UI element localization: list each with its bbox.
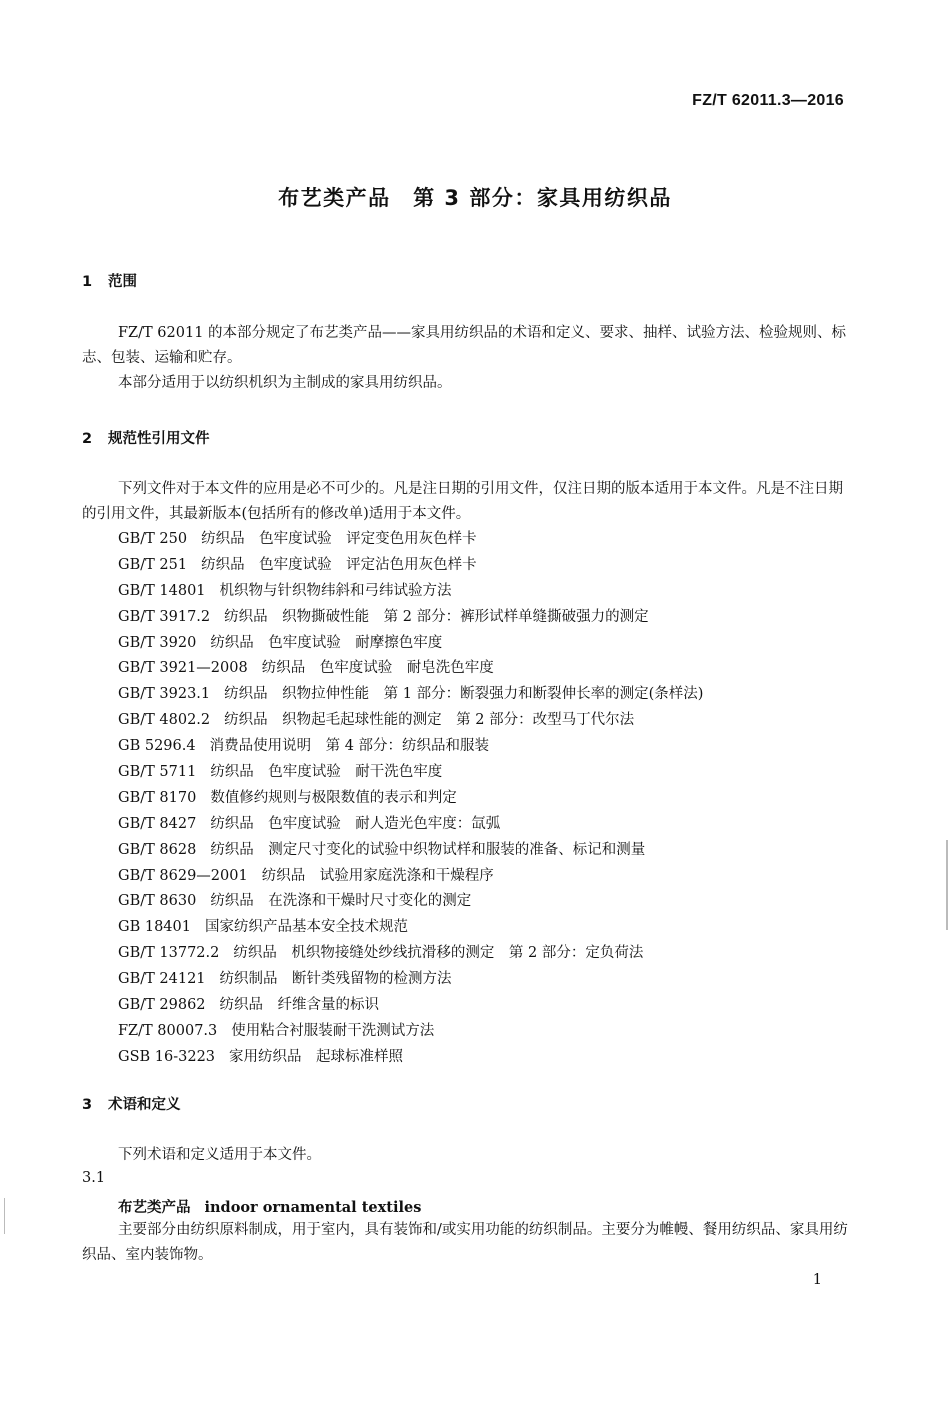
- reference-title: 纺织品 色牢度试验 耐人造光色牢度：氙弧: [210, 815, 501, 832]
- reference-code: GB/T 14801: [118, 582, 206, 599]
- reference-title: 数值修约规则与极限数值的表示和判定: [210, 789, 457, 806]
- reference-item: [118, 579, 703, 605]
- scan-edge-mark: [946, 840, 948, 930]
- reference-item: [118, 682, 703, 708]
- reference-item: [118, 864, 703, 890]
- reference-title: 国家纺织产品基本安全技术规范: [204, 919, 408, 936]
- reference-list: [118, 527, 703, 1071]
- reference-item: [118, 941, 703, 967]
- reference-code: GB/T 250: [118, 531, 188, 547]
- term-entry: [118, 1196, 421, 1217]
- reference-item: [118, 553, 703, 579]
- section-number: 3: [82, 1097, 93, 1113]
- section-title: 规范性引用文件: [108, 431, 210, 447]
- reference-code: GB/T 3921—2008: [118, 660, 248, 677]
- reference-item: [118, 605, 703, 631]
- reference-code: GB 5296.4: [118, 738, 196, 755]
- reference-code: FZ/T 80007.3: [118, 1022, 218, 1039]
- reference-item: [118, 786, 703, 812]
- section-heading-terms: [82, 1093, 181, 1114]
- reference-code: GB/T 13772.2: [118, 945, 220, 962]
- section-heading-normative-references: [82, 427, 210, 448]
- reference-item: [118, 656, 703, 682]
- reference-code: GB/T 3917.2: [118, 608, 211, 625]
- reference-title: 使用粘合衬服装耐干洗测试方法: [231, 1022, 435, 1039]
- terms-intro: 下列术语和定义适用于本文件。: [118, 1147, 321, 1163]
- reference-title: 消费品使用说明 第 4 部分：纺织品和服装: [209, 738, 490, 755]
- section-title: 术语和定义: [108, 1097, 181, 1113]
- reference-item: [118, 889, 703, 915]
- reference-item: [118, 1045, 703, 1071]
- reference-title: 纺织品 色牢度试验 耐皂洗色牢度: [261, 660, 494, 677]
- reference-title: 纺织制品 断针类残留物的检测方法: [219, 971, 452, 988]
- reference-item: [118, 967, 703, 993]
- reference-item: [118, 838, 703, 864]
- reference-title: 纺织品 色牢度试验 耐干洗色牢度: [210, 764, 443, 781]
- clause-number: 3.1: [82, 1170, 106, 1186]
- reference-title: 纺织品 色牢度试验 评定沾色用灰色样卡: [201, 556, 477, 573]
- reference-item: [118, 527, 703, 553]
- reference-title: 纺织品 色牢度试验 评定变色用灰色样卡: [201, 531, 477, 547]
- section-title: 范围: [108, 274, 137, 290]
- standard-code: FZ/T 62011.3—2016: [692, 92, 844, 109]
- page-number: 1: [812, 1272, 822, 1288]
- document-title: 布艺类产品 第 3 部分：家具用纺织品: [278, 186, 672, 210]
- reference-item: [118, 993, 703, 1019]
- scope-applicability: 本部分适用于以纺织机织为主制成的家具用纺织品。: [118, 375, 452, 391]
- reference-item: [118, 760, 703, 786]
- reference-item: [118, 631, 703, 657]
- reference-item: [118, 734, 703, 760]
- reference-code: GB/T 29862: [118, 997, 206, 1014]
- reference-title: 纺织品 纤维含量的标识: [219, 997, 380, 1014]
- reference-code: GB/T 4802.2: [118, 712, 211, 729]
- reference-code: GB/T 5711: [118, 764, 197, 781]
- reference-code: GB/T 8630: [118, 893, 197, 910]
- reference-code: GB/T 3920: [118, 634, 197, 651]
- reference-code: GB 18401: [118, 919, 191, 936]
- scan-edge-mark-left: [4, 1198, 5, 1234]
- reference-title: 纺织品 试验用家庭洗涤和干燥程序: [261, 867, 494, 884]
- section-number: 1: [82, 274, 93, 290]
- reference-title: 纺织品 织物起毛起球性能的测定 第 2 部分：改型马丁代尔法: [224, 712, 635, 729]
- term-chinese: 布艺类产品: [118, 1200, 191, 1216]
- reference-title: 纺织品 织物撕破性能 第 2 部分：裤形试样单缝撕破强力的测定: [224, 608, 649, 625]
- reference-code: GB/T 8629—2001: [118, 867, 248, 884]
- reference-code: GB/T 251: [118, 556, 188, 573]
- reference-title: 家用纺织品 起球标准样照: [229, 1048, 404, 1065]
- reference-title: 纺织品 在洗涤和干燥时尺寸变化的测定: [210, 893, 472, 910]
- reference-code: GB/T 8427: [118, 815, 197, 832]
- reference-code: GB/T 8628: [118, 841, 197, 858]
- references-intro: 下列文件对于本文件的应用是必不可少的。凡是注日期的引用文件，仅注日期的版本适用于本文件。凡是不注日期的引用文件，其最新版本(包括所有的修改单)适用于本文件。: [82, 481, 843, 522]
- reference-title: 纺织品 织物拉伸性能 第 1 部分：断裂强力和断裂伸长率的测定(条样法): [224, 686, 704, 703]
- term-english: indoor ornamental textiles: [204, 1199, 422, 1216]
- reference-title: 机织物与针织物纬斜和弓纬试验方法: [219, 582, 452, 599]
- reference-item: [118, 812, 703, 838]
- reference-code: GSB 16-3223: [118, 1048, 216, 1065]
- section-number: 2: [82, 431, 93, 447]
- reference-item: [118, 1019, 703, 1045]
- reference-title: 纺织品 机织物接缝处纱线抗滑移的测定 第 2 部分：定负荷法: [233, 945, 644, 962]
- reference-item: [118, 915, 703, 941]
- reference-code: GB/T 8170: [118, 789, 197, 806]
- reference-code: GB/T 24121: [118, 971, 206, 988]
- term-definition: 主要部分由纺织原料制成，用于室内，具有装饰和/或实用功能的纺织制品。主要分为帷幔、餐用纺织品、家具用纺织品、室内装饰物。: [82, 1222, 848, 1263]
- section-heading-scope: [82, 270, 137, 291]
- scope-paragraph: FZ/T 62011 的本部分规定了布艺类产品——家具用纺织品的术语和定义、要求、抽样、试验方法、检验规则、标志、包装、运输和贮存。: [82, 325, 847, 366]
- reference-item: [118, 708, 703, 734]
- reference-title: 纺织品 色牢度试验 耐摩擦色牢度: [210, 634, 443, 651]
- reference-title: 纺织品 测定尺寸变化的试验中织物试样和服装的准备、标记和测量: [210, 841, 646, 858]
- reference-code: GB/T 3923.1: [118, 686, 211, 703]
